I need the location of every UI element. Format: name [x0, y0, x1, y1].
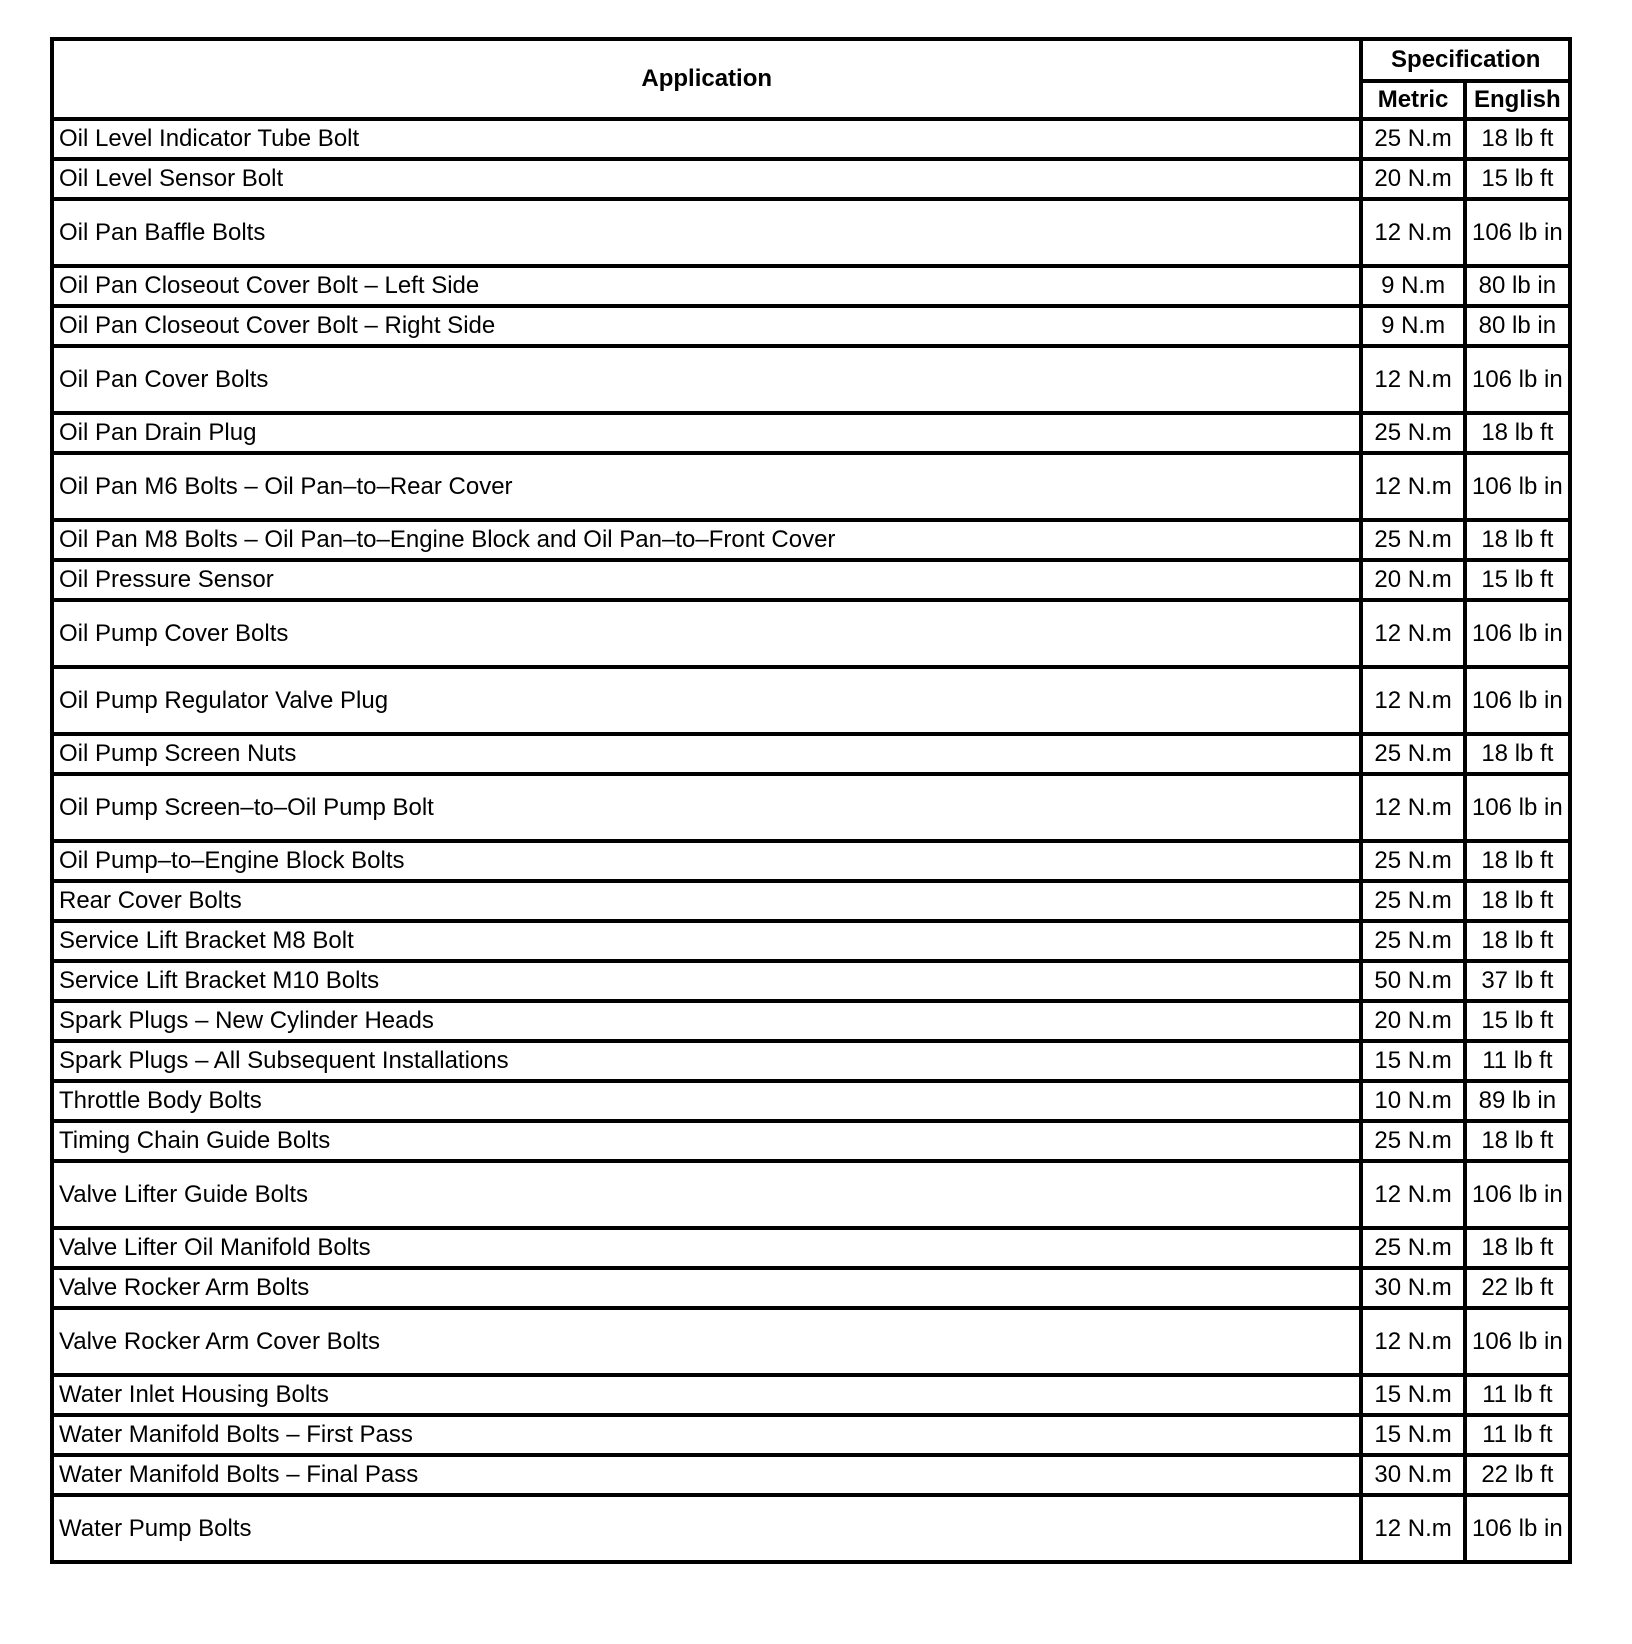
english-cell: 18 lb ft: [1465, 520, 1570, 560]
table-row: [52, 346, 1570, 413]
application-cell: Rear Cover Bolts: [52, 881, 1361, 921]
english-cell: 18 lb ft: [1465, 881, 1570, 921]
metric-header: Metric: [1361, 81, 1464, 119]
table-row: [52, 1268, 1570, 1308]
english-cell: 11 lb ft: [1465, 1375, 1570, 1415]
table-row: [52, 961, 1570, 1001]
metric-cell: 25 N.m: [1361, 413, 1464, 453]
english-cell: 106 lb in: [1465, 199, 1570, 266]
application-cell: Oil Pan M6 Bolts – Oil Pan–to–Rear Cover: [52, 453, 1361, 520]
table-row: [52, 266, 1570, 306]
english-cell: 80 lb in: [1465, 266, 1570, 306]
application-cell: Oil Pan Closeout Cover Bolt – Left Side: [52, 266, 1361, 306]
application-cell: Oil Pump Screen–to–Oil Pump Bolt: [52, 774, 1361, 841]
metric-cell: 12 N.m: [1361, 1495, 1464, 1562]
application-cell: Oil Pan Cover Bolts: [52, 346, 1361, 413]
table-row: [52, 119, 1570, 159]
application-cell: Water Manifold Bolts – Final Pass: [52, 1455, 1361, 1495]
table-row: [52, 1375, 1570, 1415]
table-row: [52, 413, 1570, 453]
english-cell: 22 lb ft: [1465, 1268, 1570, 1308]
application-cell: Water Manifold Bolts – First Pass: [52, 1415, 1361, 1455]
metric-cell: 25 N.m: [1361, 841, 1464, 881]
metric-cell: 15 N.m: [1361, 1041, 1464, 1081]
table-row: [52, 199, 1570, 266]
metric-cell: 12 N.m: [1361, 1308, 1464, 1375]
table-row: [52, 1308, 1570, 1375]
application-cell: Water Pump Bolts: [52, 1495, 1361, 1562]
table-row: [52, 453, 1570, 520]
english-cell: 18 lb ft: [1465, 841, 1570, 881]
metric-cell: 12 N.m: [1361, 453, 1464, 520]
english-cell: 37 lb ft: [1465, 961, 1570, 1001]
english-cell: 80 lb in: [1465, 306, 1570, 346]
english-cell: 106 lb in: [1465, 600, 1570, 667]
metric-cell: 12 N.m: [1361, 774, 1464, 841]
metric-cell: 25 N.m: [1361, 881, 1464, 921]
table-row: [52, 520, 1570, 560]
application-cell: Oil Pan Drain Plug: [52, 413, 1361, 453]
metric-cell: 20 N.m: [1361, 1001, 1464, 1041]
metric-cell: 10 N.m: [1361, 1081, 1464, 1121]
metric-cell: 25 N.m: [1361, 520, 1464, 560]
metric-cell: 25 N.m: [1361, 1228, 1464, 1268]
application-cell: Service Lift Bracket M10 Bolts: [52, 961, 1361, 1001]
metric-cell: 30 N.m: [1361, 1268, 1464, 1308]
metric-cell: 12 N.m: [1361, 667, 1464, 734]
application-cell: Valve Rocker Arm Cover Bolts: [52, 1308, 1361, 1375]
application-cell: Water Inlet Housing Bolts: [52, 1375, 1361, 1415]
application-cell: Valve Lifter Oil Manifold Bolts: [52, 1228, 1361, 1268]
english-cell: 106 lb in: [1465, 774, 1570, 841]
table-row: [52, 1455, 1570, 1495]
table-row: [52, 774, 1570, 841]
application-cell: Service Lift Bracket M8 Bolt: [52, 921, 1361, 961]
application-cell: Oil Level Sensor Bolt: [52, 159, 1361, 199]
metric-cell: 9 N.m: [1361, 266, 1464, 306]
torque-spec-table: [50, 37, 1572, 1564]
metric-cell: 12 N.m: [1361, 199, 1464, 266]
table-row: [52, 1161, 1570, 1228]
application-cell: Oil Pump Cover Bolts: [52, 600, 1361, 667]
english-cell: 106 lb in: [1465, 1495, 1570, 1562]
table-row: [52, 159, 1570, 199]
metric-cell: 25 N.m: [1361, 119, 1464, 159]
table-row: [52, 1081, 1570, 1121]
english-cell: 18 lb ft: [1465, 1121, 1570, 1161]
english-cell: 15 lb ft: [1465, 560, 1570, 600]
english-cell: 18 lb ft: [1465, 413, 1570, 453]
english-cell: 18 lb ft: [1465, 921, 1570, 961]
table-row: [52, 667, 1570, 734]
english-cell: 106 lb in: [1465, 346, 1570, 413]
application-cell: Oil Pan Baffle Bolts: [52, 199, 1361, 266]
table-row: [52, 921, 1570, 961]
table-row: [52, 1001, 1570, 1041]
metric-cell: 20 N.m: [1361, 159, 1464, 199]
english-cell: 11 lb ft: [1465, 1041, 1570, 1081]
application-header: Application: [52, 39, 1361, 119]
english-cell: 106 lb in: [1465, 1308, 1570, 1375]
table-row: [52, 600, 1570, 667]
english-cell: 106 lb in: [1465, 1161, 1570, 1228]
application-cell: Spark Plugs – New Cylinder Heads: [52, 1001, 1361, 1041]
english-cell: 22 lb ft: [1465, 1455, 1570, 1495]
specification-header: Specification: [1361, 39, 1570, 81]
english-cell: 18 lb ft: [1465, 734, 1570, 774]
table-row: [52, 881, 1570, 921]
metric-cell: 20 N.m: [1361, 560, 1464, 600]
metric-cell: 25 N.m: [1361, 1121, 1464, 1161]
application-cell: Valve Lifter Guide Bolts: [52, 1161, 1361, 1228]
english-cell: 15 lb ft: [1465, 159, 1570, 199]
metric-cell: 12 N.m: [1361, 600, 1464, 667]
table-row: [52, 306, 1570, 346]
metric-cell: 15 N.m: [1361, 1415, 1464, 1455]
table-row: [52, 1228, 1570, 1268]
application-cell: Oil Pump Screen Nuts: [52, 734, 1361, 774]
table-row: [52, 1495, 1570, 1562]
application-cell: Throttle Body Bolts: [52, 1081, 1361, 1121]
table-row: [52, 1121, 1570, 1161]
application-cell: Oil Level Indicator Tube Bolt: [52, 119, 1361, 159]
header-row-top: [52, 39, 1570, 81]
english-cell: 106 lb in: [1465, 667, 1570, 734]
application-cell: Oil Pressure Sensor: [52, 560, 1361, 600]
metric-cell: 30 N.m: [1361, 1455, 1464, 1495]
metric-cell: 50 N.m: [1361, 961, 1464, 1001]
application-cell: Oil Pan M8 Bolts – Oil Pan–to–Engine Block and Oil Pan–to–Front Cover: [52, 520, 1361, 560]
english-cell: 18 lb ft: [1465, 1228, 1570, 1268]
table-row: [52, 841, 1570, 881]
table-row: [52, 734, 1570, 774]
application-cell: Spark Plugs – All Subsequent Installations: [52, 1041, 1361, 1081]
english-cell: 15 lb ft: [1465, 1001, 1570, 1041]
metric-cell: 12 N.m: [1361, 346, 1464, 413]
english-cell: 89 lb in: [1465, 1081, 1570, 1121]
application-cell: Valve Rocker Arm Bolts: [52, 1268, 1361, 1308]
english-header: English: [1465, 81, 1570, 119]
english-cell: 11 lb ft: [1465, 1415, 1570, 1455]
table-row: [52, 560, 1570, 600]
application-cell: Oil Pump–to–Engine Block Bolts: [52, 841, 1361, 881]
metric-cell: 25 N.m: [1361, 734, 1464, 774]
table-row: [52, 1415, 1570, 1455]
application-cell: Oil Pump Regulator Valve Plug: [52, 667, 1361, 734]
table-row: [52, 1041, 1570, 1081]
metric-cell: 12 N.m: [1361, 1161, 1464, 1228]
application-cell: Timing Chain Guide Bolts: [52, 1121, 1361, 1161]
english-cell: 106 lb in: [1465, 453, 1570, 520]
metric-cell: 25 N.m: [1361, 921, 1464, 961]
application-cell: Oil Pan Closeout Cover Bolt – Right Side: [52, 306, 1361, 346]
metric-cell: 9 N.m: [1361, 306, 1464, 346]
english-cell: 18 lb ft: [1465, 119, 1570, 159]
table-body: [52, 119, 1570, 1562]
metric-cell: 15 N.m: [1361, 1375, 1464, 1415]
